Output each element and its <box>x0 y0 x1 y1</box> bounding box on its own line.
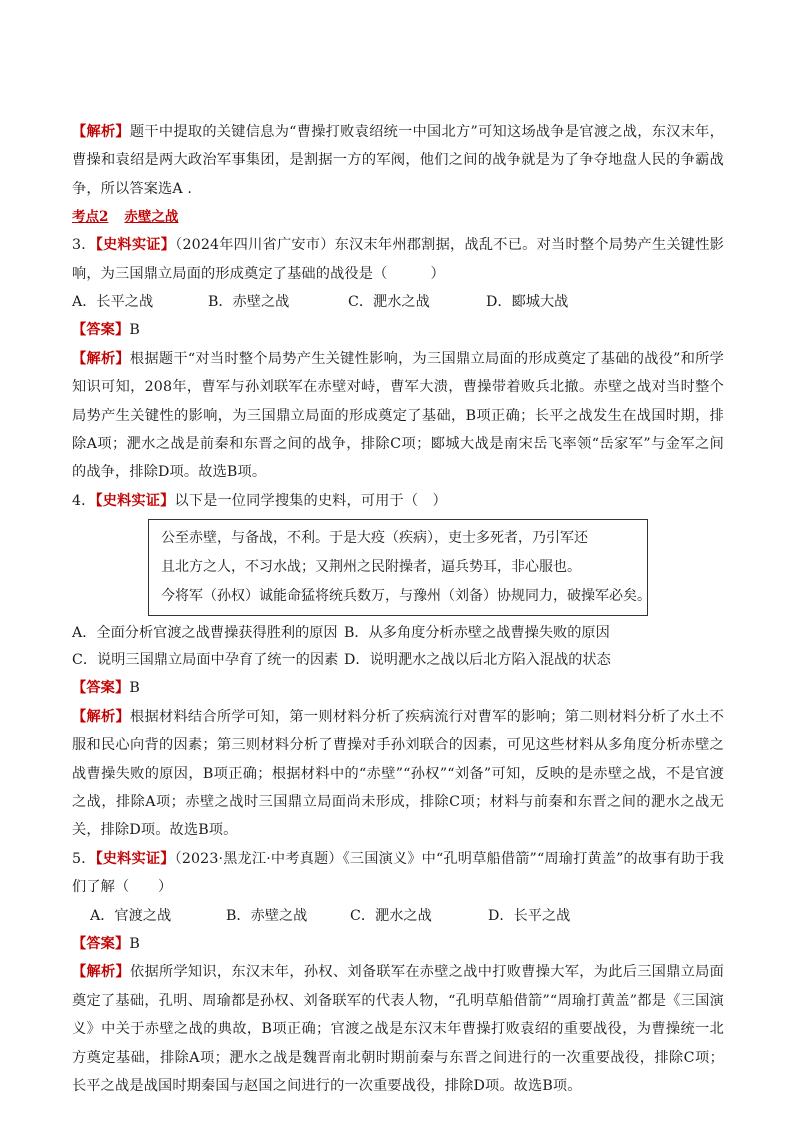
q5-answer <box>72 930 724 958</box>
question-stem: 以下是一位同学搜集的史料，可用于（ ） <box>174 492 447 509</box>
q5-options <box>72 902 724 930</box>
kaodian-label: 考点2 <box>72 209 109 226</box>
question-stem: （2023·黑龙江·中考真题）《三国演义》中“孔明草船借箭”“周瑜打黄盖”的故事有助于我们了解（ ） <box>72 850 724 896</box>
option-d: D．说明淝水之战以后北方陷入混战的状态 <box>344 652 611 669</box>
analysis-tag: 【解析】 <box>72 350 130 367</box>
answer-value: B <box>129 680 140 697</box>
q2-analysis <box>72 118 724 203</box>
analysis-tag: 【解析】 <box>72 708 130 725</box>
q3-analysis <box>72 345 724 487</box>
answer-tag: 【答案】 <box>72 680 130 697</box>
analysis-text: 题干中提取的关键信息为“曹操打败袁绍统一中国北方”可知这场战争是官渡之战，东汉末年，曹操和袁绍是两大政治军事集团，是割据一方的军阀，他们之间的战争就是为了争夺地盘人民的争霸战争，所以答案选A . <box>72 124 724 197</box>
question-tag: 【史料实证】 <box>95 850 175 867</box>
q3-options <box>72 288 724 316</box>
quote-line: 且北方之人，不习水战；又荆州之民附操者，逼兵势耳，非心服也。 <box>161 559 581 576</box>
option-d: D．郾城大战 <box>486 294 569 311</box>
answer-value: B <box>129 935 140 952</box>
question-number: 4． <box>72 492 96 509</box>
option-b: B．赤壁之战 <box>226 907 308 924</box>
question-stem: （2024年四川省广安市）东汉末年州郡割据，战乱不已。对当时整个局势产生关键性影响，为三国鼎立局面的形成奠定了基础的战役是（ ） <box>72 237 724 282</box>
option-a: A．长平之战 <box>72 294 154 311</box>
q4-answer <box>72 674 724 702</box>
q4-stem <box>72 487 724 515</box>
analysis-text: 根据题干“对当时整个局势产生关键性影响，为三国鼎立局面的形成奠定了基础的战役”和所学知识可知，208年，曹军与孙刘联军在赤壁对峙，曹军大溃，曹操带着败兵北撤。赤壁之战对当时整个局势产生关键性的影响，为三国鼎立局面的形成奠定了基础，B项正确；长平之战发生在战国时期，排除A项；淝水之战是前秦和东晋之间的战争，排除C项；郾城大战是南宋岳飞率领“岳家军”与金军之间的战争，排除D项。故选B项。 <box>72 350 724 481</box>
kaodian-heading <box>72 203 724 231</box>
q5-analysis <box>72 958 724 1100</box>
q4-analysis <box>72 703 724 845</box>
question-number: 5． <box>72 850 96 867</box>
analysis-text: 根据材料结合所学可知，第一则材料分析了疾病流行对曹军的影响；第二则材料分析了水土不服和民心向背的因素；第三则材料分析了曹操对手孙刘联合的因素，可见这些材料从多角度分析赤壁之战曹操失败的原因，B项正确；根据材料中的“赤壁”“孙权”“刘备”可知，反映的是赤壁之战，不是官渡之战，排除A项；赤壁之战时三国鼎立局面尚未形成，排除C项；材料与前秦和东晋之间的淝水之战无关，排除D项。故选B项。 <box>72 708 724 839</box>
answer-tag: 【答案】 <box>72 935 130 952</box>
analysis-tag: 【解析】 <box>72 124 130 140</box>
q5-stem <box>72 845 724 902</box>
answer-tag: 【答案】 <box>72 322 130 339</box>
analysis-tag: 【解析】 <box>72 964 130 981</box>
question-number: 3． <box>72 237 96 254</box>
kaodian-title: 赤壁之战 <box>124 209 179 226</box>
option-c: C．说明三国鼎立局面中孕育了统一的因素 <box>72 652 339 669</box>
answer-value: B <box>129 322 140 339</box>
document-page <box>72 118 724 1100</box>
q3-stem <box>72 231 724 288</box>
option-a: A．全面分析官渡之战曹操获得胜利的原因 <box>72 625 338 642</box>
question-tag: 【史料实证】 <box>95 237 176 254</box>
q3-answer <box>72 316 724 344</box>
option-c: C．淝水之战 <box>348 294 430 311</box>
option-d: D．长平之战 <box>488 907 571 924</box>
source-quote-box <box>148 519 651 616</box>
option-a: A．官渡之战 <box>90 907 172 924</box>
q4-options <box>72 620 724 674</box>
quote-line: 今将军（孙权）诚能命猛将统兵数万，与豫州（刘备）协规同力，破操军必矣。 <box>161 588 651 605</box>
option-b: B．赤壁之战 <box>208 294 290 311</box>
option-b: B．从多角度分析赤壁之战曹操失败的原因 <box>344 625 610 642</box>
option-c: C．淝水之战 <box>350 907 432 924</box>
analysis-text: 依据所学知识，东汉末年，孙权、刘备联军在赤壁之战中打败曹操大军，为此后三国鼎立局面奠定了基础，孔明、周瑜都是孙权、刘备联军的代表人物，“孔明草船借箭”“周瑜打黄盖”都是《三国演义》中关于赤壁之战的典故，B项正确；官渡之战是东汉末年曹操打败袁绍的重要战役，为曹操统一北方奠定基础，排除A项；淝水之战是魏晋南北朝时期前秦与东晋之间进行的一次重要战役，排除C项；长平之战是战国时期秦国与赵国之间进行的一次重要战役，排除D项。故选B项。 <box>72 964 724 1094</box>
quote-line: 公至赤壁，与备战，不利。于是大疫（疾病），吏士多死者，乃引军还 <box>161 530 588 547</box>
question-tag: 【史料实证】 <box>95 492 175 509</box>
